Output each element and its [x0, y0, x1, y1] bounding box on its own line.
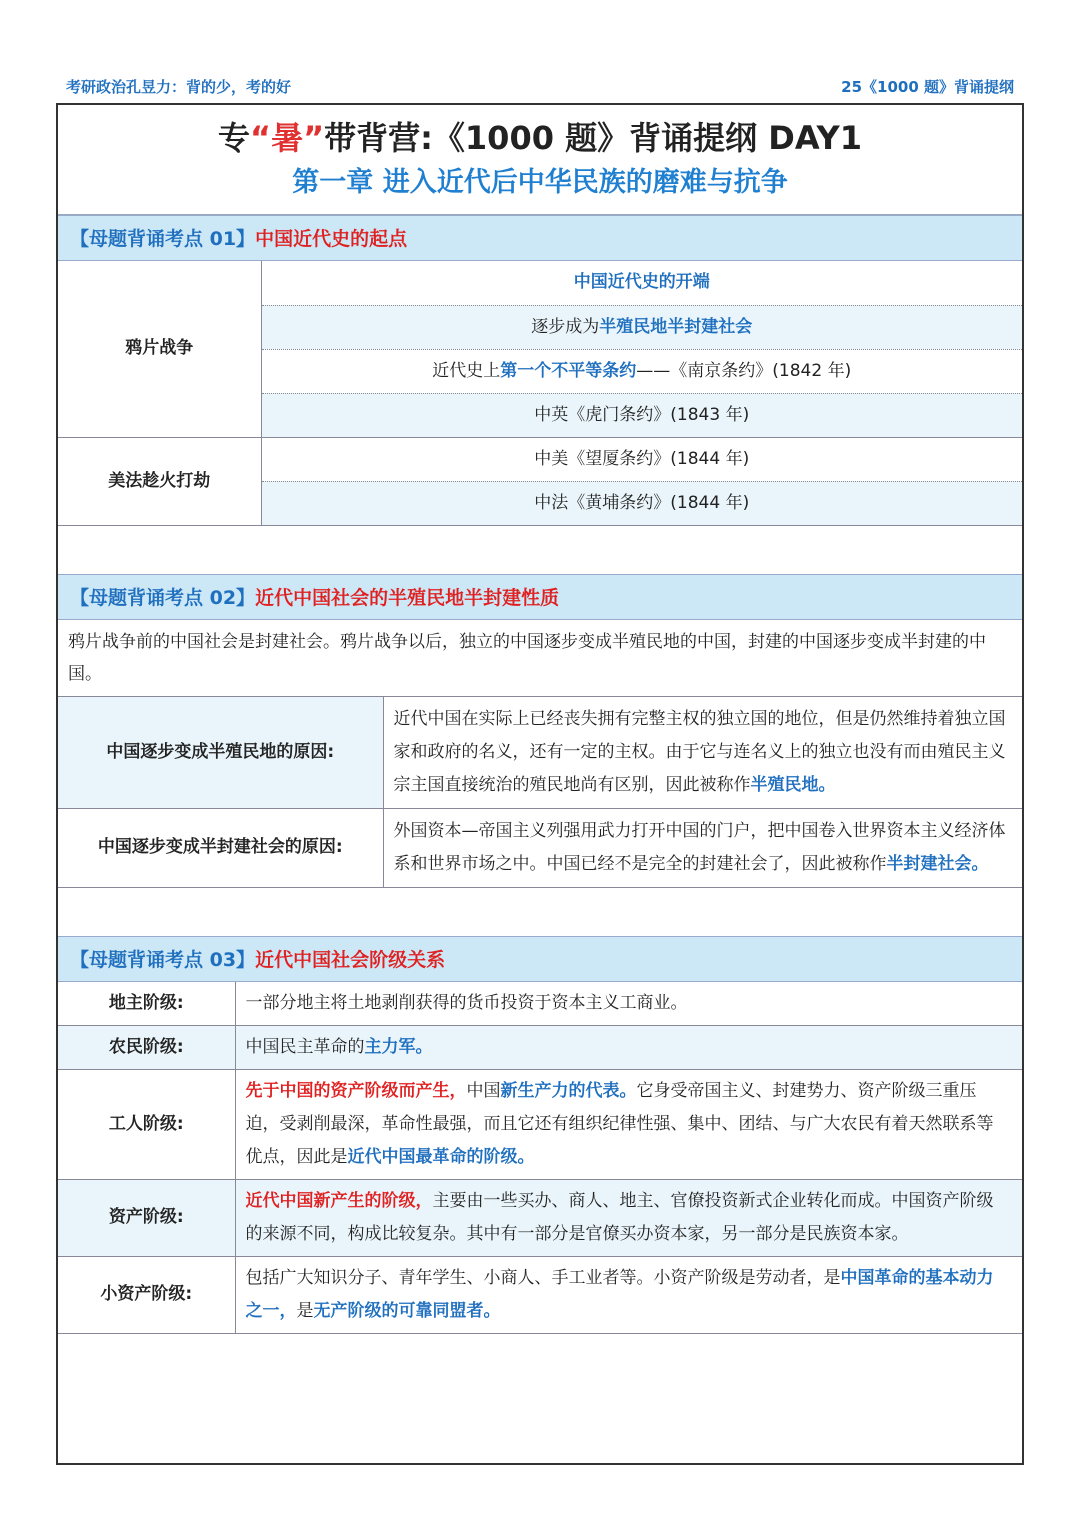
- title-block: [58, 105, 1022, 215]
- section-1-tag: 【母题背诵考点 01】: [70, 228, 256, 250]
- worker-highlight-1: 新生产力的代表。: [500, 1080, 637, 1101]
- worker-label: 工人阶级:: [58, 1069, 235, 1179]
- section-3-header: [58, 936, 1022, 982]
- table-cell: [235, 1256, 1022, 1333]
- table-row: [58, 697, 1022, 809]
- worker-text-2: 它身受帝国主义、封建势力、资产阶级三重压迫，受剥削最深，革命性最强，而且它还有组织纪律性强、集中、团结、与广大农民有着天然联系等优点，因此是: [245, 1080, 994, 1167]
- petty-label: 小资产阶级:: [58, 1256, 235, 1333]
- table-cell: [383, 697, 1022, 809]
- landlord-text: 一部分地主将土地剥削获得的货币投资于资本主义工商业。: [235, 982, 1022, 1026]
- table-cell: [261, 305, 1022, 349]
- document-frame: [56, 103, 1024, 1465]
- table-cell: [261, 261, 1022, 305]
- table-cell: [383, 808, 1022, 887]
- peasant-label: 农民阶级:: [58, 1025, 235, 1069]
- reason-1-highlight: 半殖民地。: [750, 774, 836, 795]
- section-1-table: [58, 261, 1022, 526]
- table-cell: [235, 1069, 1022, 1179]
- table-cell: 中英《虎门条约》(1843 年): [261, 393, 1022, 437]
- petty-text-2: 是: [296, 1300, 314, 1321]
- table-row: [58, 1069, 1022, 1179]
- row-3-pre: 近代史上: [432, 360, 501, 381]
- peasant-highlight: 主力军。: [364, 1036, 433, 1057]
- reason-2-highlight: 半封建社会。: [886, 853, 989, 874]
- section-2-intro: 鸦片战争前的中国社会是封建社会。鸦片战争以后，独立的中国逐步变成半殖民地的中国，封建的中国逐步变成半封建的中国。: [58, 620, 1022, 697]
- table-row: [58, 1179, 1022, 1256]
- section-2-table: [58, 697, 1022, 888]
- petty-text-1: 包括广大知识分子、青年学生、小商人、手工业者等。小资产阶级是劳动者，是: [245, 1267, 841, 1288]
- section-2-tag: 【母题背诵考点 02】: [70, 586, 256, 609]
- table-cell: 中美《望厦条约》(1844 年): [261, 437, 1022, 481]
- page-header: [66, 76, 1014, 98]
- title-highlight: “暑”: [250, 119, 325, 157]
- group-label-opium-war: 鸦片战争: [58, 261, 261, 437]
- petty-highlight-1: 中国革命的基本动力之一，: [245, 1267, 994, 1321]
- section-2-topic: 近代中国社会的半殖民地半封建性质: [255, 586, 560, 609]
- section-3-tag: 【母题背诵考点 03】: [70, 948, 256, 971]
- table-row: [58, 808, 1022, 887]
- title-pre: 专: [218, 119, 251, 157]
- table-row: [58, 261, 1022, 305]
- row-3-highlight: 第一个不平等条约: [500, 360, 637, 381]
- section-1-header: [58, 215, 1022, 261]
- table-cell: 中法《黄埔条约》(1844 年): [261, 481, 1022, 525]
- row-2-pre: 逐步成为: [531, 316, 600, 337]
- table-row: [58, 1025, 1022, 1069]
- table-cell: [261, 349, 1022, 393]
- table-row: [58, 437, 1022, 481]
- bourgeois-red: 近代中国新产生的阶级，: [245, 1190, 433, 1211]
- section-3-table: [58, 982, 1022, 1334]
- table-row: [58, 1256, 1022, 1333]
- worker-red: 先于中国的资产阶级而产生，: [245, 1080, 467, 1101]
- page-title: [58, 105, 1022, 159]
- section-2-header: [58, 574, 1022, 620]
- worker-highlight-2: 近代中国最革命的阶级。: [347, 1146, 535, 1167]
- header-right-text: 25《1000 题》背诵提纲: [841, 78, 1014, 96]
- bourgeois-label: 资产阶级:: [58, 1179, 235, 1256]
- section-1-topic: 中国近代史的起点: [255, 228, 408, 250]
- spacer: [58, 526, 1022, 574]
- row-1-text: 中国近代史的开端: [573, 272, 710, 293]
- reason-2-label: 中国逐步变成半封建社会的原因:: [58, 808, 383, 887]
- reason-2-text: 外国资本—帝国主义列强用武力打开中国的门户，把中国卷入世界资本主义经济体系和世界市场之中。中国已经不是完全的封建社会了，因此被称作: [393, 820, 1006, 874]
- row-3-post: ——《南京条约》(1842 年): [636, 360, 852, 381]
- peasant-pre: 中国民主革命的: [245, 1036, 365, 1057]
- table-cell: [235, 1025, 1022, 1069]
- reason-1-label: 中国逐步变成半殖民地的原因:: [58, 697, 383, 809]
- bourgeois-text: 主要由一些买办、商人、地主、官僚投资新式企业转化而成。中国资产阶级的来源不同，构成比较复杂。其中有一部分是官僚买办资本家，另一部分是民族资本家。: [245, 1190, 994, 1244]
- row-2-highlight: 半殖民地半封建社会: [599, 316, 753, 337]
- worker-text-1: 中国: [466, 1080, 501, 1101]
- table-cell: [235, 1179, 1022, 1256]
- section-3-topic: 近代中国社会阶级关系: [255, 948, 446, 971]
- landlord-label: 地主阶级:: [58, 982, 235, 1026]
- spacer: [58, 888, 1022, 936]
- reason-1-text: 近代中国在实际上已经丧失拥有完整主权的独立国的地位，但是仍然维持着独立国家和政府的名义，还有一定的主权。由于它与连名义上的独立也没有而由殖民主义宗主国直接统治的殖民地尚有区别，因此被称作: [393, 708, 1006, 795]
- petty-highlight-2: 无产阶级的可靠同盟者。: [313, 1300, 501, 1321]
- table-row: [58, 982, 1022, 1026]
- header-left-text: 考研政治孔昱力：背的少，考的好: [66, 78, 292, 96]
- group-label-us-france: 美法趁火打劫: [58, 437, 261, 525]
- title-post: 带背营:《1000 题》背诵提纲 DAY1: [324, 119, 862, 157]
- chapter-title: 第一章 进入近代后中华民族的磨难与抗争: [292, 167, 788, 198]
